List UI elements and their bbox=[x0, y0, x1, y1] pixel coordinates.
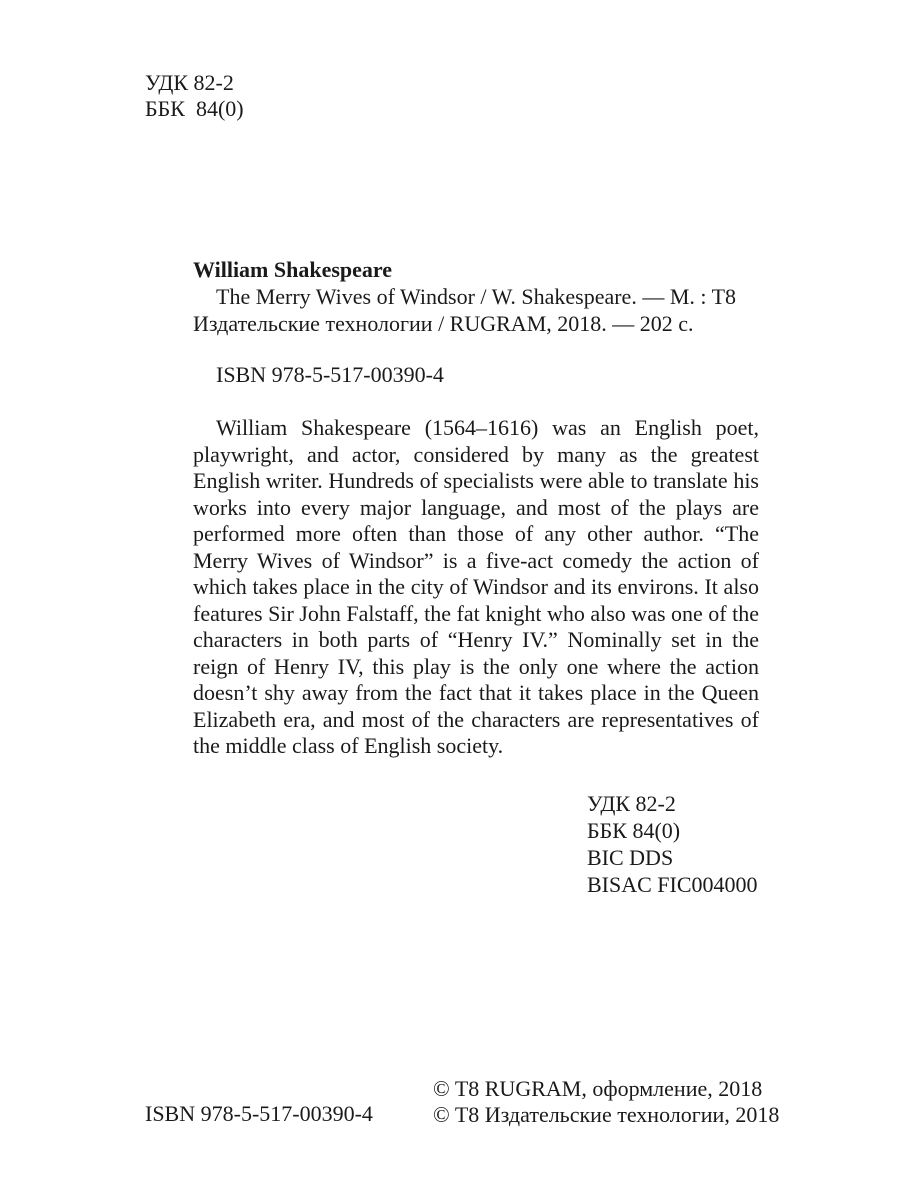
bbk-code: ББК 84(0) bbox=[145, 96, 244, 121]
isbn-record: ISBN 978-5-517-00390-4 bbox=[216, 362, 444, 387]
top-classification-codes bbox=[145, 70, 244, 122]
copyright-publisher: © T8 Издательские технологии, 2018 bbox=[433, 1102, 780, 1127]
bic-code: BIC DDS bbox=[587, 845, 674, 870]
author-name: William Shakespeare bbox=[193, 257, 393, 282]
copyright-block bbox=[433, 1076, 779, 1128]
udk-code-secondary: УДК 82-2 bbox=[587, 791, 676, 816]
bisac-code: BISAC FIC004000 bbox=[587, 872, 758, 897]
classification-codes bbox=[587, 790, 758, 898]
bibliographic-record bbox=[193, 257, 759, 760]
annotation-text: William Shakespeare (1564–1616) was an English poet, playwright, and actor, considered by many as the greatest English writer. Hundreds of specialists were able to translate his works into every major language, and most of the plays are performed more often than those of any other author. “The Merry Wives of Windsor” is a five-act comedy the action of which takes place in the city of Windsor and its environs. It also features Sir John Falstaff, the fat knight who also was one of the characters in both parts of “Henry IV.” Nominally set in the reign of Henry IV, this play is the only one where the action doesn’t shy away from the fact that it takes place in the Queen Elizabeth era, and most of the characters are representatives of the middle class of English society. bbox=[193, 415, 759, 758]
bbk-code-secondary: ББК 84(0) bbox=[587, 818, 681, 843]
udk-code: УДК 82-2 bbox=[145, 70, 234, 95]
citation-text: The Merry Wives of Windsor / W. Shakespeare. — M. : T8 Издательские технологии / RUGRAM, 2018. — 202 с. bbox=[193, 284, 737, 336]
copyright-design: © T8 RUGRAM, оформление, 2018 bbox=[433, 1076, 763, 1101]
isbn-footer-text: ISBN 978-5-517-00390-4 bbox=[145, 1101, 373, 1126]
isbn-footer bbox=[145, 1101, 373, 1127]
